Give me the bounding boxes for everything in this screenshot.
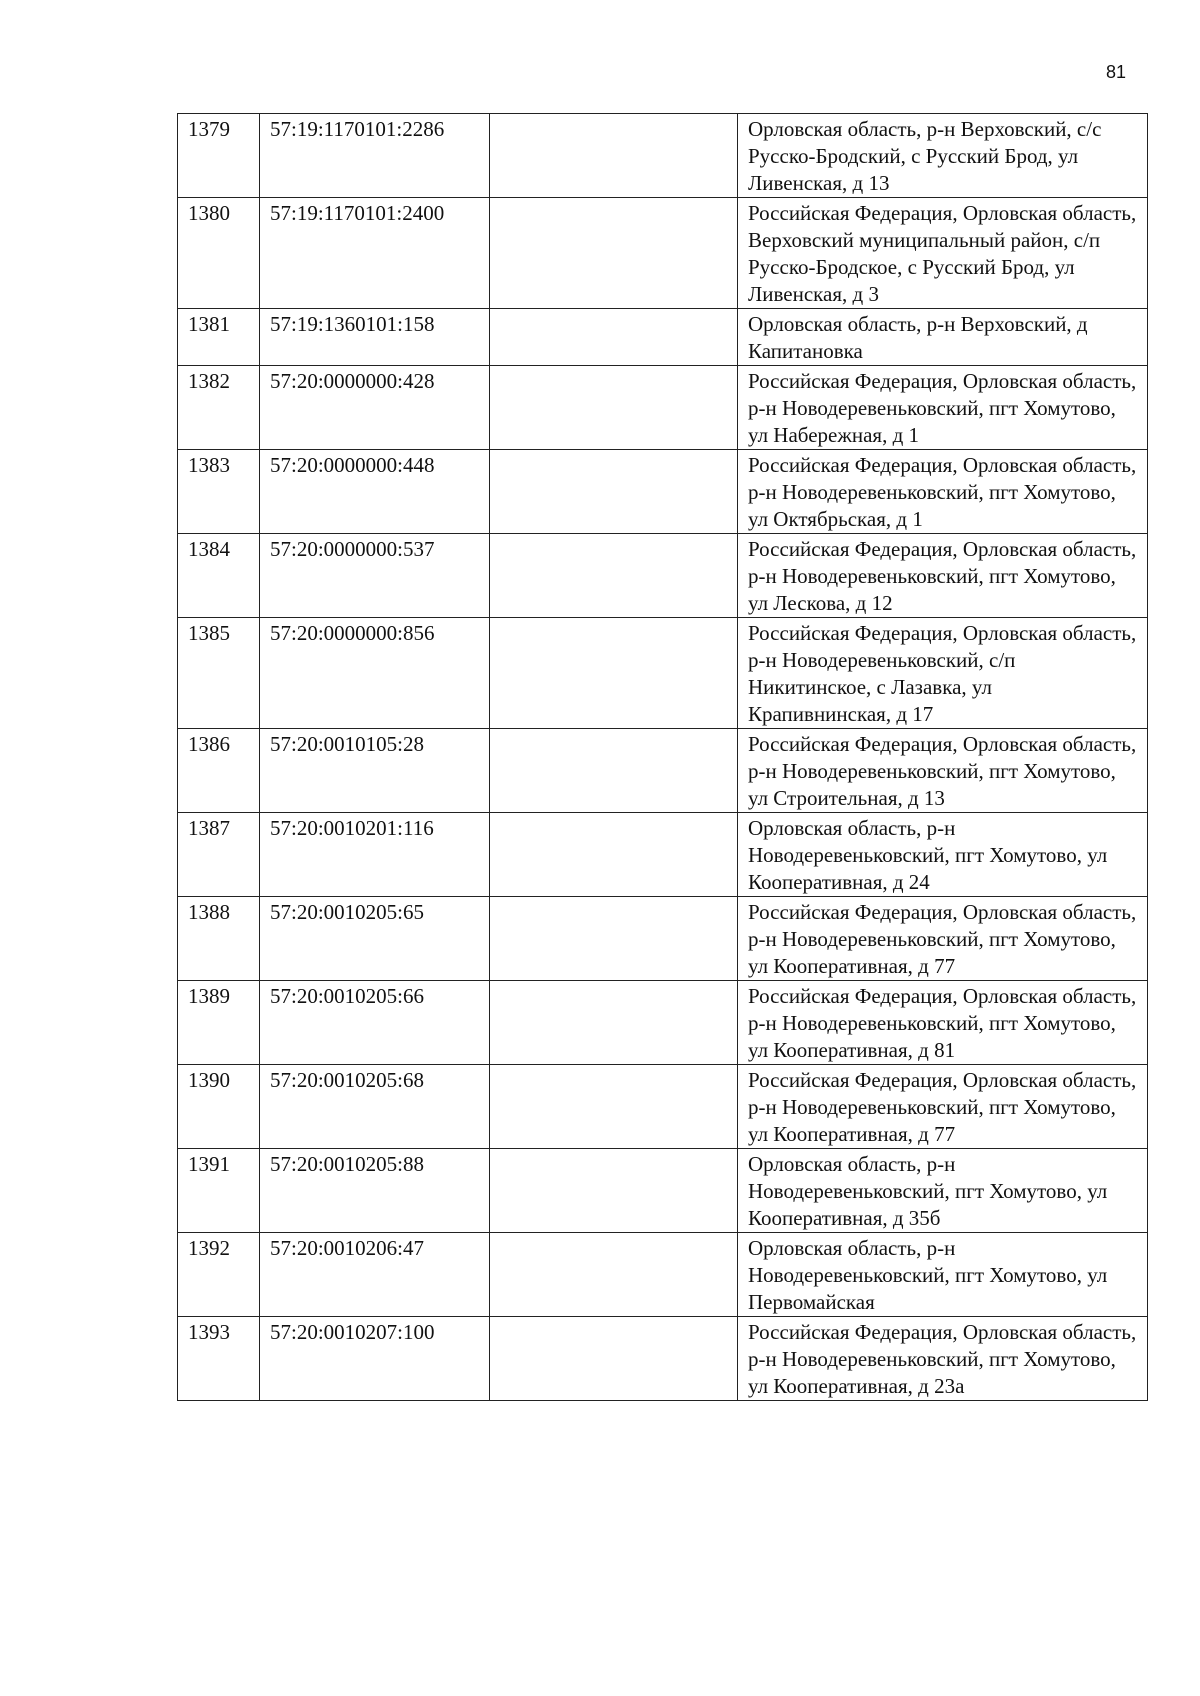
table-row <box>178 366 1148 450</box>
address-cell: Российская Федерация, Орловская область, р-н Новодеревеньковский, пгт Хомутово, ул Строительная, д 13 <box>738 729 1148 813</box>
table-row <box>178 1149 1148 1233</box>
empty-cell <box>490 1317 738 1401</box>
row-number-cell: 1388 <box>178 897 260 981</box>
address-cell: Орловская область, р-н Новодеревеньковский, пгт Хомутово, ул Кооперативная, д 24 <box>738 813 1148 897</box>
cadastral-number-cell: 57:20:0010205:66 <box>260 981 490 1065</box>
cadastral-number-cell: 57:20:0000000:856 <box>260 618 490 729</box>
address-cell: Орловская область, р-н Новодеревеньковский, пгт Хомутово, ул Первомайская <box>738 1233 1148 1317</box>
table-row <box>178 450 1148 534</box>
row-number-cell: 1393 <box>178 1317 260 1401</box>
empty-cell <box>490 366 738 450</box>
address-cell: Российская Федерация, Орловская область, р-н Новодеревеньковский, пгт Хомутово, ул Набережная, д 1 <box>738 366 1148 450</box>
table-row <box>178 309 1148 366</box>
row-number-cell: 1391 <box>178 1149 260 1233</box>
cadastral-number-cell: 57:19:1170101:2286 <box>260 114 490 198</box>
address-cell: Российская Федерация, Орловская область, р-н Новодеревеньковский, пгт Хомутово, ул Лескова, д 12 <box>738 534 1148 618</box>
table-row <box>178 618 1148 729</box>
cadastral-number-cell: 57:20:0000000:537 <box>260 534 490 618</box>
property-table <box>177 113 1148 1401</box>
empty-cell <box>490 1065 738 1149</box>
page-number: 81 <box>1106 62 1127 82</box>
table-row <box>178 114 1148 198</box>
row-number-cell: 1382 <box>178 366 260 450</box>
empty-cell <box>490 1233 738 1317</box>
cadastral-number-cell: 57:20:0010205:65 <box>260 897 490 981</box>
cadastral-number-cell: 57:20:0010205:88 <box>260 1149 490 1233</box>
row-number-cell: 1387 <box>178 813 260 897</box>
row-number-cell: 1380 <box>178 198 260 309</box>
table-row <box>178 897 1148 981</box>
empty-cell <box>490 981 738 1065</box>
empty-cell <box>490 309 738 366</box>
row-number-cell: 1383 <box>178 450 260 534</box>
cadastral-number-cell: 57:20:0010105:28 <box>260 729 490 813</box>
row-number-cell: 1386 <box>178 729 260 813</box>
empty-cell <box>490 534 738 618</box>
cadastral-number-cell: 57:20:0000000:448 <box>260 450 490 534</box>
address-cell: Российская Федерация, Орловская область, Верховский муниципальный район, с/п Русско-Бродское, с Русский Брод, ул Ливенская, д 3 <box>738 198 1148 309</box>
empty-cell <box>490 618 738 729</box>
row-number-cell: 1384 <box>178 534 260 618</box>
address-cell: Орловская область, р-н Верховский, д Капитановка <box>738 309 1148 366</box>
table-row <box>178 1233 1148 1317</box>
table-row <box>178 981 1148 1065</box>
address-cell: Российская Федерация, Орловская область, р-н Новодеревеньковский, пгт Хомутово, ул Кооперативная, д 77 <box>738 897 1148 981</box>
table-row <box>178 729 1148 813</box>
cadastral-number-cell: 57:20:0010201:116 <box>260 813 490 897</box>
empty-cell <box>490 813 738 897</box>
empty-cell <box>490 114 738 198</box>
empty-cell <box>490 729 738 813</box>
table-row <box>178 198 1148 309</box>
address-cell: Российская Федерация, Орловская область, р-н Новодеревеньковский, пгт Хомутово, ул Кооперативная, д 81 <box>738 981 1148 1065</box>
cadastral-number-cell: 57:20:0010207:100 <box>260 1317 490 1401</box>
empty-cell <box>490 1149 738 1233</box>
address-cell: Российская Федерация, Орловская область, р-н Новодеревеньковский, пгт Хомутово, ул Кооперативная, д 23а <box>738 1317 1148 1401</box>
cadastral-number-cell: 57:19:1360101:158 <box>260 309 490 366</box>
cadastral-number-cell: 57:20:0010205:68 <box>260 1065 490 1149</box>
row-number-cell: 1381 <box>178 309 260 366</box>
address-cell: Российская Федерация, Орловская область, р-н Новодеревеньковский, с/п Никитинское, с Лазавка, ул Крапивнинская, д 17 <box>738 618 1148 729</box>
empty-cell <box>490 897 738 981</box>
cadastral-number-cell: 57:19:1170101:2400 <box>260 198 490 309</box>
empty-cell <box>490 198 738 309</box>
cadastral-number-cell: 57:20:0000000:428 <box>260 366 490 450</box>
table-row <box>178 1065 1148 1149</box>
table-row <box>178 813 1148 897</box>
address-cell: Российская Федерация, Орловская область, р-н Новодеревеньковский, пгт Хомутово, ул Октябрьская, д 1 <box>738 450 1148 534</box>
row-number-cell: 1389 <box>178 981 260 1065</box>
row-number-cell: 1379 <box>178 114 260 198</box>
address-cell: Орловская область, р-н Верховский, с/с Русско-Бродский, с Русский Брод, ул Ливенская, д 13 <box>738 114 1148 198</box>
row-number-cell: 1390 <box>178 1065 260 1149</box>
cadastral-number-cell: 57:20:0010206:47 <box>260 1233 490 1317</box>
address-cell: Российская Федерация, Орловская область, р-н Новодеревеньковский, пгт Хомутово, ул Кооперативная, д 77 <box>738 1065 1148 1149</box>
row-number-cell: 1392 <box>178 1233 260 1317</box>
table-row <box>178 1317 1148 1401</box>
row-number-cell: 1385 <box>178 618 260 729</box>
address-cell: Орловская область, р-н Новодеревеньковский, пгт Хомутово, ул Кооперативная, д 35б <box>738 1149 1148 1233</box>
empty-cell <box>490 450 738 534</box>
table-row <box>178 534 1148 618</box>
